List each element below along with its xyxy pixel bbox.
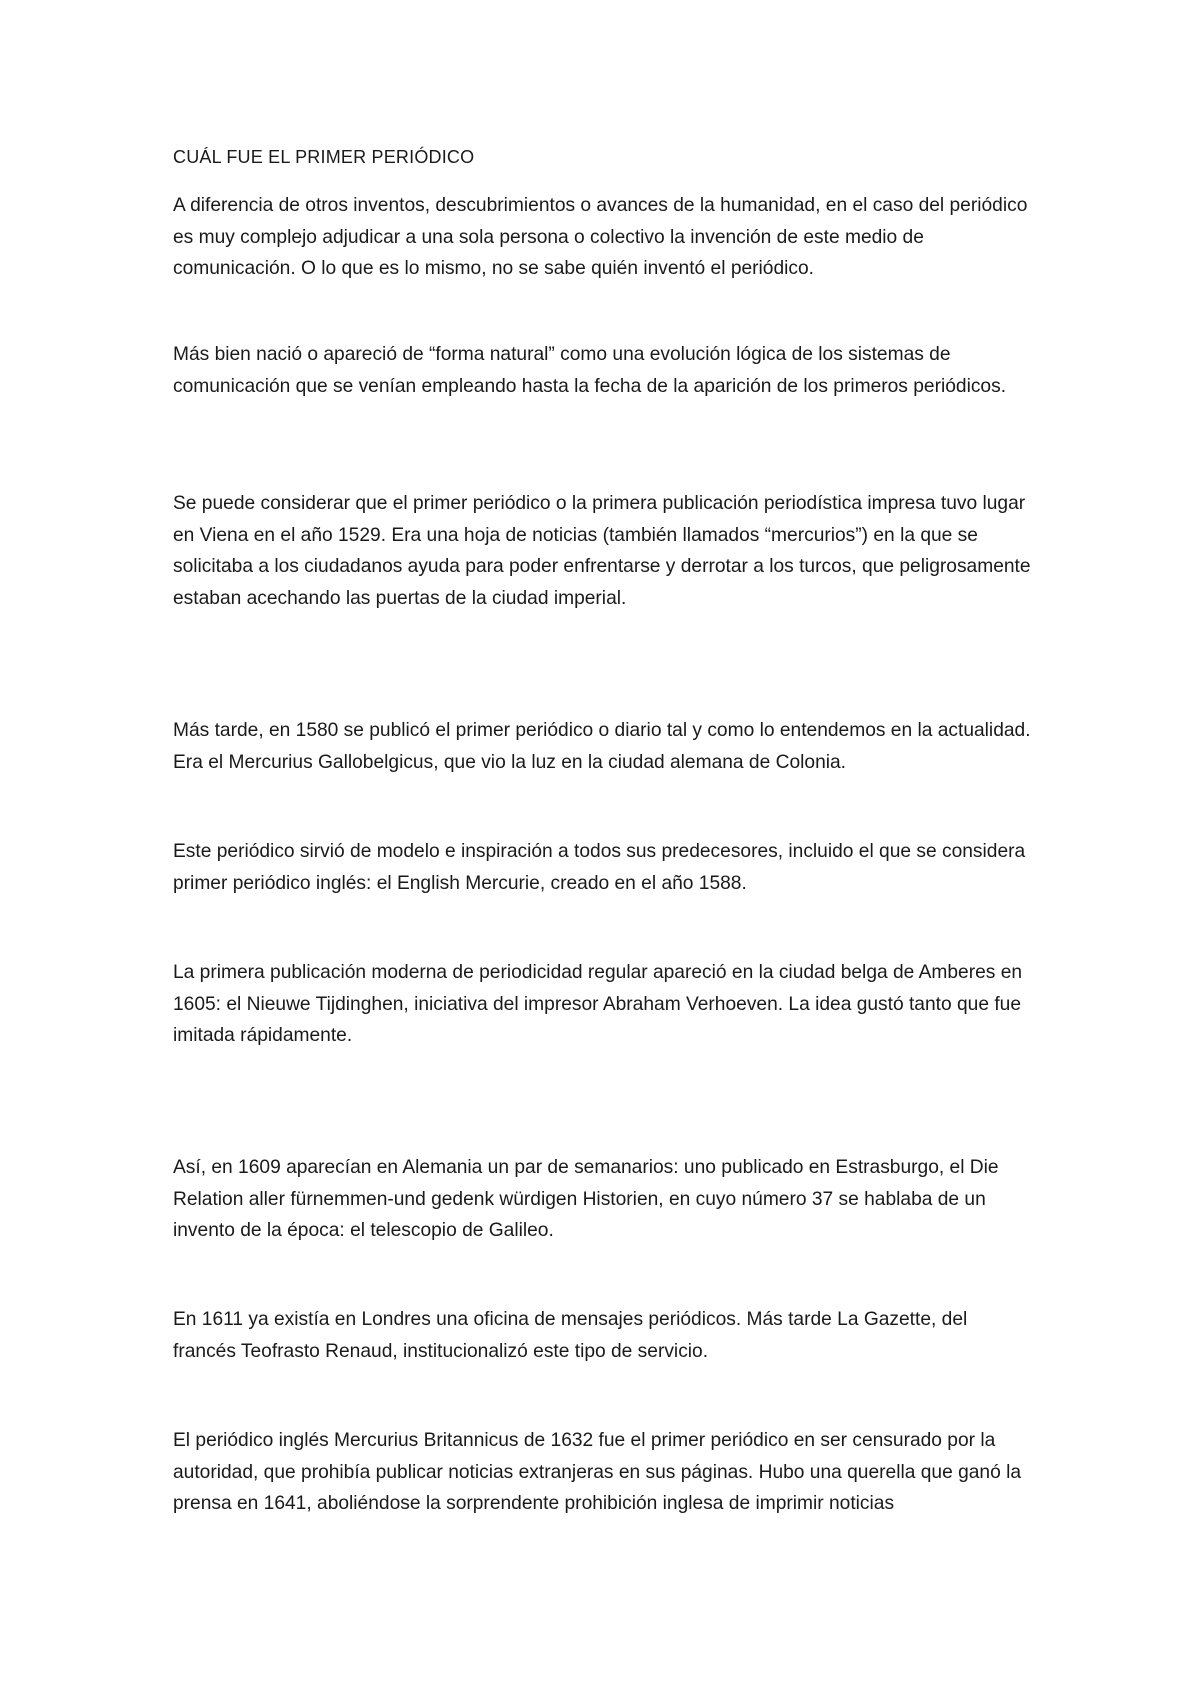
paragraph-intro: A diferencia de otros inventos, descubrimientos o avances de la humanidad, en el caso del periódico es muy complejo adjudicar a una sola persona o colectivo la invención de este medio de comunicación. O lo que es lo mismo, no se sabe quién inventó el periódico.: [173, 195, 1028, 279]
paragraph-english-mercurie: Este periódico sirvió de modelo e inspiración a todos sus predecesores, incluido el que se considera primer periódico inglés: el English Mercurie, creado en el año 1588.: [173, 841, 1026, 894]
paragraph-amberes-1605: La primera publicación moderna de periodicidad regular apareció en la ciudad belga de Amberes en 1605: el Nieuwe Tijdinghen, iniciativa del impresor Abraham Verhoeven. La idea gustó tanto que fue imitada rápidamente.: [173, 962, 1023, 1046]
paragraph-forma-natural: Más bien nació o apareció de “forma natural” como una evolución lógica de los sistemas de comunicación que se venían empleando hasta la fecha de la aparición de los primeros periódicos.: [173, 344, 1007, 397]
paragraph-alemania-1609: Así, en 1609 aparecían en Alemania un par de semanarios: uno publicado en Estrasburgo, el Die Relation aller fürnemmen-und gedenk würdigen Historien, en cuyo número 37 se hablaba de un invento de la época: el telescopio de Galileo.: [173, 1157, 999, 1241]
document-title: CUÁL FUE EL PRIMER PERIÓDICO: [173, 147, 475, 167]
paragraph-londres-1611: En 1611 ya existía en Londres una oficina de mensajes periódicos. Más tarde La Gazette, del francés Teofrasto Renaud, institucionalizó este tipo de servicio.: [173, 1309, 968, 1362]
paragraph-mercurius-britannicus: El periódico inglés Mercurius Britannicus de 1632 fue el primer periódico en ser censurado por la autoridad, que prohibía publicar noticias extranjeras en sus páginas. Hubo una querella que ganó la prensa en 1641, aboliéndose la sorprendente prohibición inglesa de imprimir noticias: [173, 1430, 1022, 1514]
paragraph-viena-1529: Se puede considerar que el primer periódico o la primera publicación periodística impresa tuvo lugar en Viena en el año 1529. Era una hoja de noticias (también llamados “mercurios”) en la que se solicitaba a los ciudadanos ayuda para poder enfrentarse y derrotar a los turcos, que peligrosamente estaban acechando las puertas de la ciudad imperial.: [173, 493, 1031, 609]
paragraph-colonia-1580: Más tarde, en 1580 se publicó el primer periódico o diario tal y como lo entendemos en la actualidad. Era el Mercurius Gallobelgicus, que vio la luz en la ciudad alemana de Colonia.: [173, 720, 1031, 773]
